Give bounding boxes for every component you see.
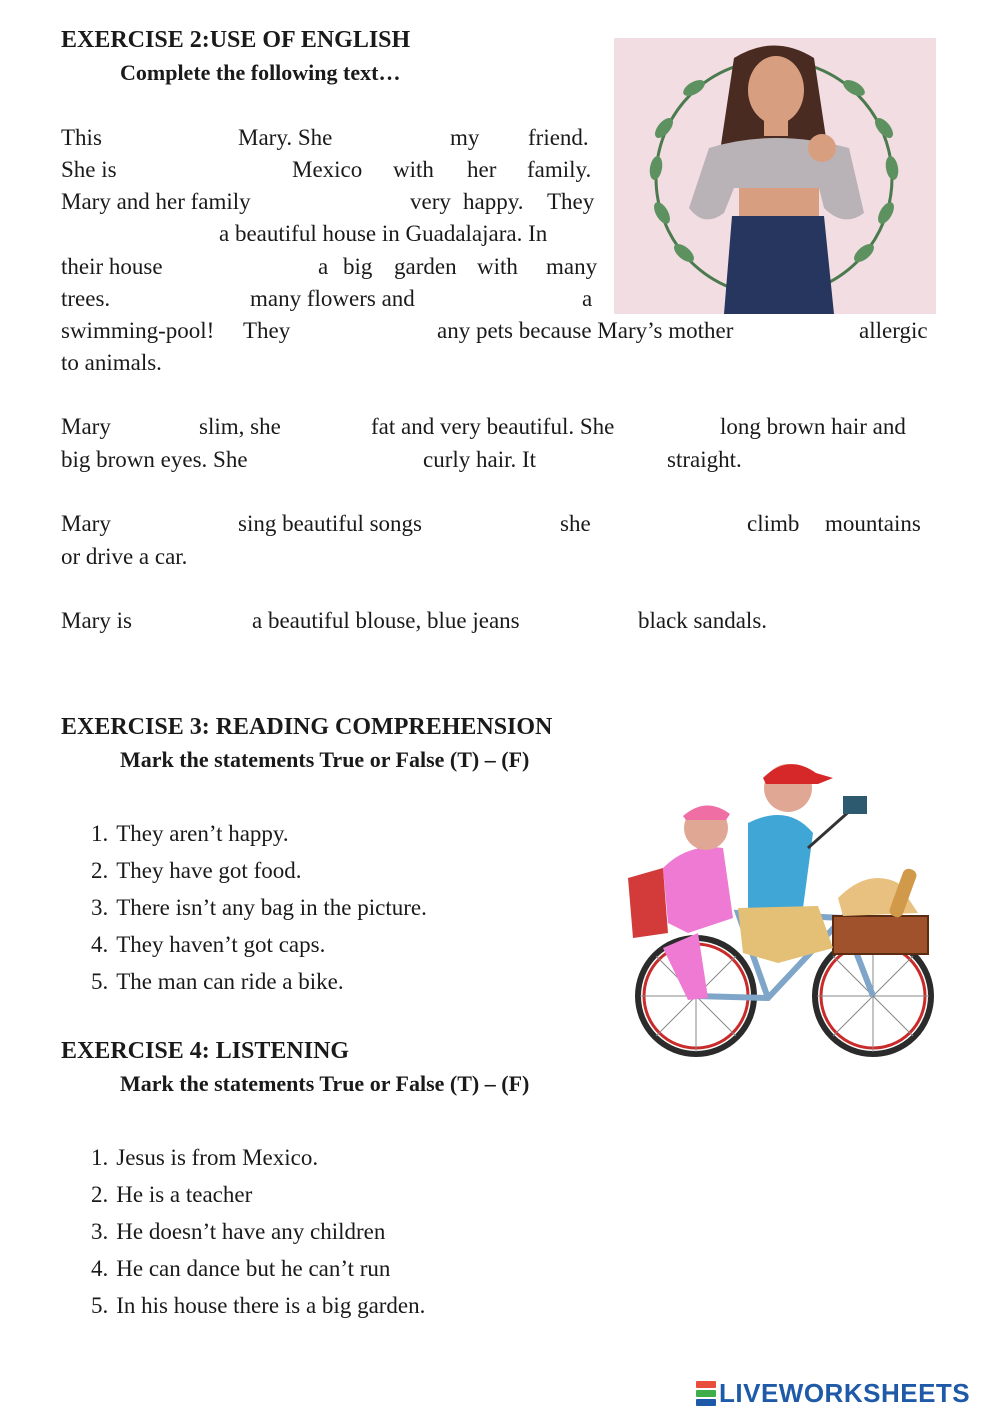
text-word: with xyxy=(477,254,518,279)
brand-name: LIVEWORKSHEETS xyxy=(719,1377,971,1408)
text-word: many xyxy=(546,254,598,279)
text-word: big xyxy=(343,254,373,279)
text-word: a xyxy=(318,254,329,279)
text-word: sing beautiful songs xyxy=(238,511,422,536)
text-word: Mexico xyxy=(292,157,363,182)
statement-text: They haven’t got caps. xyxy=(116,932,326,957)
list-number: 5. xyxy=(91,1293,109,1318)
text-word: They xyxy=(547,189,595,214)
exercise2-title: EXERCISE 2:USE OF ENGLISH xyxy=(61,27,411,53)
text-word: my xyxy=(450,125,480,150)
list-number: 2. xyxy=(91,1182,109,1207)
exercise4-instruction: Mark the statements True or False (T) – (F) xyxy=(120,1071,530,1096)
statement-text: He is a teacher xyxy=(116,1182,253,1207)
list-item xyxy=(91,1293,425,1319)
text-word: or drive a car. xyxy=(61,544,188,569)
text-word: trees. xyxy=(61,286,111,311)
text-word: she xyxy=(560,511,591,536)
text-word: black sandals. xyxy=(638,608,768,633)
text-word: to animals. xyxy=(61,350,162,375)
statement-text: The man can ride a bike. xyxy=(116,969,344,994)
text-word: Mary and her family xyxy=(61,189,251,214)
text-word: fat and very beautiful. She xyxy=(371,414,615,439)
list-item xyxy=(91,1182,252,1208)
text-word: Mary xyxy=(61,414,111,439)
text-word: long brown hair and xyxy=(720,414,906,439)
list-number: 5. xyxy=(91,969,109,994)
list-item xyxy=(91,1219,385,1245)
text-word: her xyxy=(467,157,497,182)
statement-text: They aren’t happy. xyxy=(116,821,289,846)
woman-illustration xyxy=(614,38,936,314)
exercise3-title: EXERCISE 3: READING COMPREHENSION xyxy=(61,714,553,740)
list-item xyxy=(91,932,325,958)
exercise4-title: EXERCISE 4: LISTENING xyxy=(61,1038,350,1064)
statement-text: In his house there is a big garden. xyxy=(116,1293,426,1318)
liveworksheets-icon xyxy=(696,1380,716,1407)
text-word: happy. xyxy=(463,189,524,214)
exercise2-instruction: Complete the following text… xyxy=(120,60,401,85)
list-number: 3. xyxy=(91,1219,109,1244)
text-word: with xyxy=(393,157,434,182)
text-word: their house xyxy=(61,254,163,279)
text-word: family. xyxy=(527,157,592,182)
list-number: 1. xyxy=(91,821,109,846)
statement-text: He doesn’t have any children xyxy=(116,1219,386,1244)
text-word: many flowers and xyxy=(250,286,415,311)
text-word: garden xyxy=(394,254,457,279)
text-word: They xyxy=(243,318,291,343)
statement-text: There isn’t any bag in the picture. xyxy=(116,895,427,920)
list-item xyxy=(91,969,344,995)
text-word: climb xyxy=(747,511,800,536)
list-number: 4. xyxy=(91,1256,109,1281)
list-number: 2. xyxy=(91,858,109,883)
text-word: swimming-pool! xyxy=(61,318,215,343)
text-word: mountains xyxy=(825,511,921,536)
text-word: She is xyxy=(61,157,117,182)
text-word: a beautiful blouse, blue jeans xyxy=(252,608,520,633)
text-word: Mary. She xyxy=(238,125,333,150)
text-word: curly hair. It xyxy=(423,447,537,472)
liveworksheets-logo xyxy=(696,1378,970,1408)
list-number: 4. xyxy=(91,932,109,957)
text-word: straight. xyxy=(667,447,742,472)
text-word: very xyxy=(410,189,451,214)
statement-text: He can dance but he can’t run xyxy=(116,1256,391,1281)
text-word: any pets because Mary’s mother xyxy=(437,318,734,343)
text-word: friend. xyxy=(528,125,589,150)
couple-on-bicycle-illustration xyxy=(628,748,938,1064)
statement-text: Jesus is from Mexico. xyxy=(116,1145,319,1170)
text-word: allergic xyxy=(859,318,928,343)
statement-text: They have got food. xyxy=(116,858,302,883)
list-item xyxy=(91,1256,390,1282)
text-word: Mary is xyxy=(61,608,132,633)
text-word: a beautiful house in Guadalajara. In xyxy=(219,221,548,246)
text-word: a xyxy=(582,286,593,311)
list-item xyxy=(91,1145,318,1171)
text-word: Mary xyxy=(61,511,111,536)
text-word: slim, she xyxy=(199,414,281,439)
exercise3-instruction: Mark the statements True or False (T) – (F) xyxy=(120,747,530,772)
list-item xyxy=(91,858,301,884)
text-word: big brown eyes. She xyxy=(61,447,248,472)
list-item xyxy=(91,821,289,847)
text-word: This xyxy=(61,125,102,150)
list-number: 1. xyxy=(91,1145,109,1170)
list-item xyxy=(91,895,427,921)
list-number: 3. xyxy=(91,895,109,920)
